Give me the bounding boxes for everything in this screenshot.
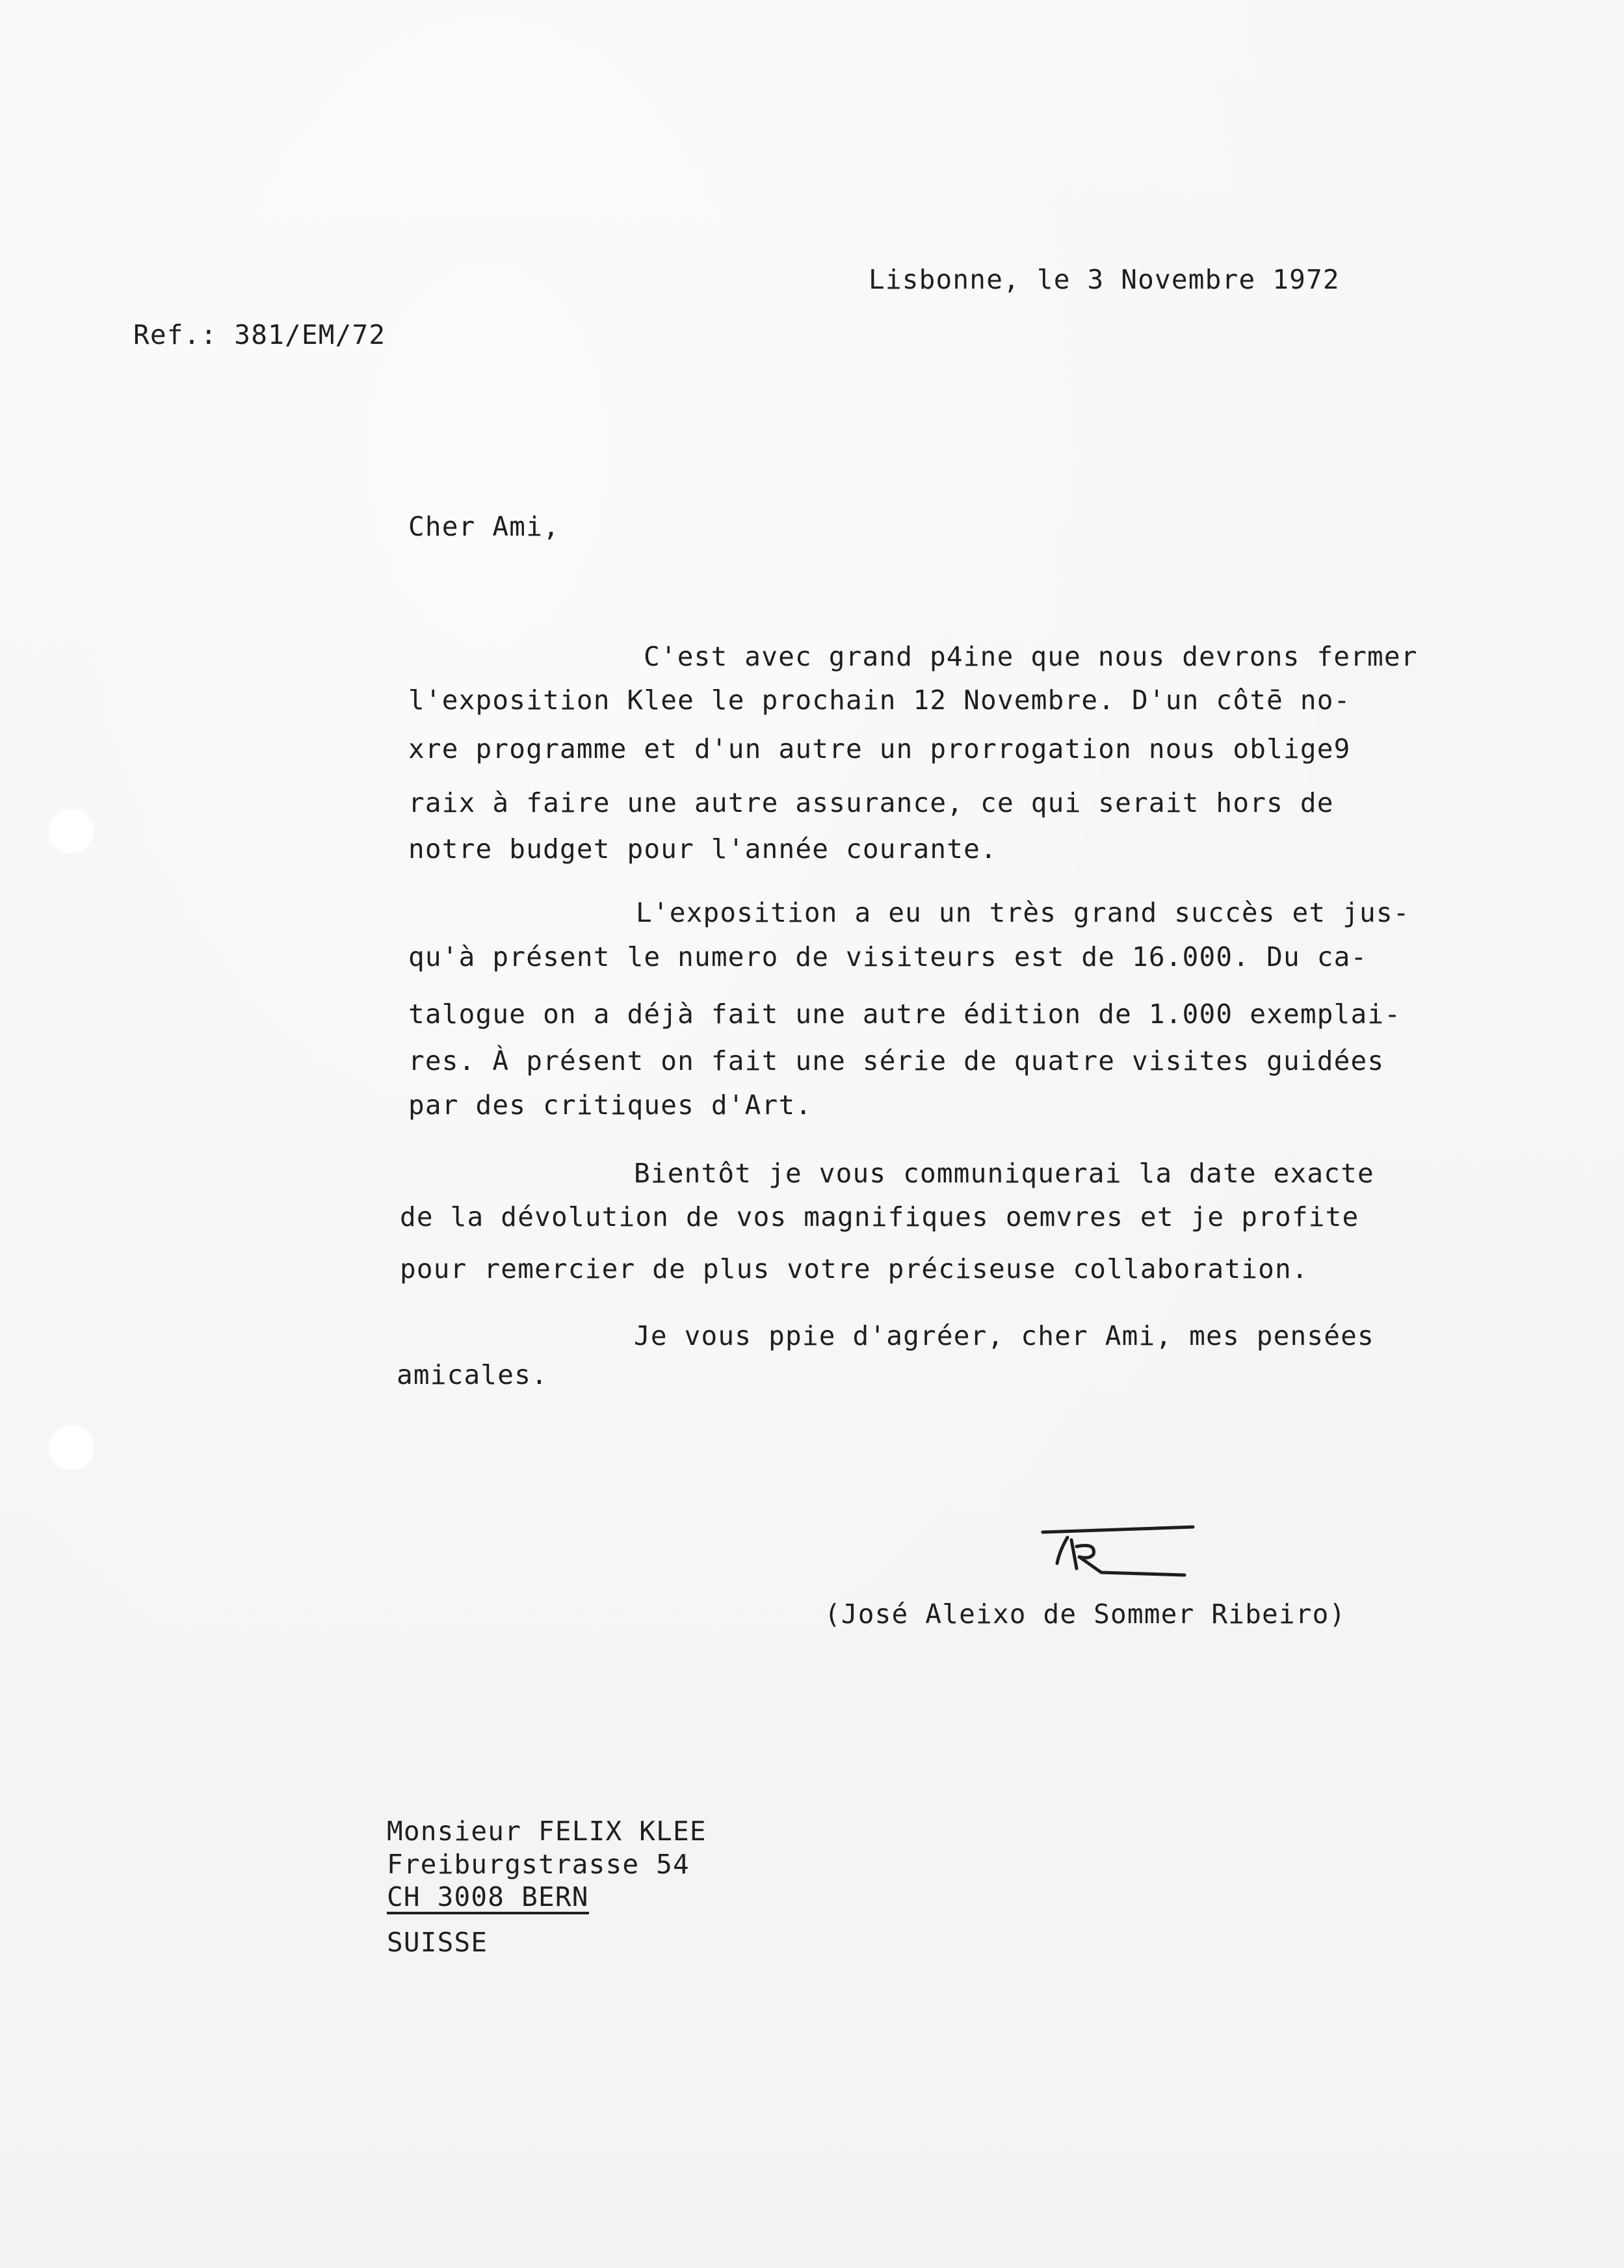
punch-hole-top [47,807,96,855]
recipient-country: SUISSE [387,1927,488,1958]
body-line: xre programme et d'un autre un prorrogation nous oblige9 [408,733,1351,764]
salutation: Cher Ami, [408,511,560,542]
body-line: amicales. [397,1359,548,1390]
reference-number: Ref.: 381/EM/72 [133,319,386,350]
body-line: Je vous ppie d'agréer, cher Ami, mes pensées [634,1320,1374,1351]
body-line: pour remercier de plus votre préciseuse collaboration. [400,1253,1309,1284]
recipient-name: Monsieur FELIX KLEE [387,1816,707,1847]
punch-hole-bottom [47,1424,96,1472]
signatory-name: (José Aleixo de Sommer Ribeiro) [824,1598,1346,1630]
date-line: Lisbonne, le 3 Novembre 1972 [869,264,1340,295]
body-line: Bientôt je vous communiquerai la date exacte [634,1158,1374,1189]
body-line: C'est avec grand p4ine que nous devrons fermer [644,641,1418,672]
body-line: L'exposition a eu un très grand succès et jus- [636,897,1410,928]
body-line: notre budget pour l'année courante. [408,833,997,865]
body-line: talogue on a déjà fait une autre édition de 1.000 exemplai- [408,998,1402,1030]
recipient-street: Freiburgstrasse 54 [387,1849,690,1880]
handwritten-signature [1034,1518,1203,1596]
body-line: res. À présent on fait une série de quatre visites guidées [408,1045,1385,1076]
body-line: qu'à présent le numero de visiteurs est de 16.000. Du ca- [408,941,1368,972]
body-line: l'exposition Klee le prochain 12 Novembre. D'un côtē no- [408,684,1351,716]
recipient-city: CH 3008 BERN [387,1884,589,1914]
body-line: raix à faire une autre assurance, ce qui serait hors de [408,787,1334,818]
body-line: de la dévolution de vos magnifiques oemvres et je profite [400,1201,1359,1232]
body-line: par des critiques d'Art. [408,1089,813,1121]
